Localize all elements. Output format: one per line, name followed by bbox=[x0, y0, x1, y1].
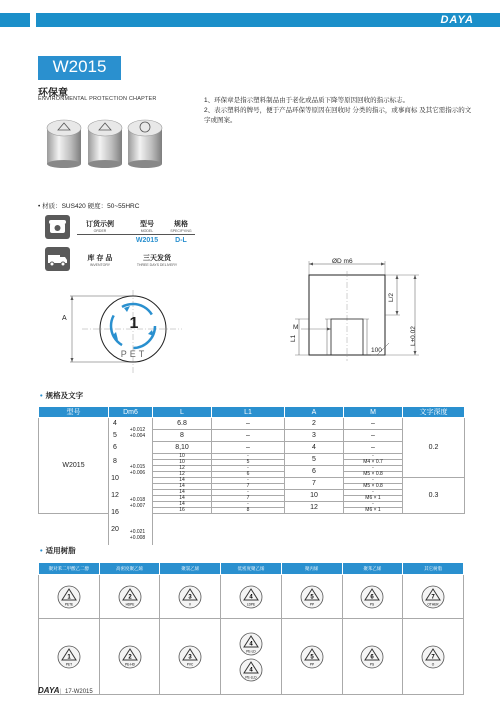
table-row: 10 5 M4 × 0.7 bbox=[39, 460, 465, 466]
recycle-symbol-icon bbox=[360, 645, 384, 669]
dim-ra-label: 100 bbox=[371, 347, 382, 354]
svg-text:6: 6 bbox=[370, 594, 375, 600]
spec-table-header bbox=[39, 407, 465, 418]
order-panel bbox=[45, 215, 195, 271]
svg-text:4: 4 bbox=[249, 594, 253, 600]
table-row: 14 7 M5 × 0.8 bbox=[39, 484, 465, 490]
recycle-symbol-icon bbox=[421, 645, 445, 669]
dm6-size: 8 bbox=[113, 458, 117, 465]
svg-text:PP: PP bbox=[309, 662, 314, 666]
table-row: 10 - 5 - bbox=[39, 454, 465, 460]
table-row: 14 7 M6 × 1 bbox=[39, 496, 465, 502]
svg-text:3: 3 bbox=[188, 594, 192, 600]
recycle-symbol-icon bbox=[239, 658, 263, 682]
resin-cell bbox=[39, 619, 100, 695]
symbol-text: PET bbox=[120, 349, 148, 359]
resin-cell bbox=[281, 619, 342, 695]
recycle-symbol-icon bbox=[57, 645, 81, 669]
svg-text:2: 2 bbox=[127, 654, 132, 660]
resin-header-ldpe: 低密度聚乙烯 bbox=[221, 563, 282, 575]
resin-cell bbox=[99, 619, 160, 695]
recycle-symbol-icon bbox=[421, 585, 445, 609]
dm6-column bbox=[108, 418, 153, 545]
svg-text:1: 1 bbox=[67, 654, 71, 660]
dm6-tolerance: +0.021 +0.008 bbox=[129, 529, 146, 541]
cell-l1: – bbox=[212, 418, 285, 430]
recycle-symbol-icon bbox=[57, 585, 81, 609]
svg-text:4: 4 bbox=[249, 667, 253, 673]
table-row bbox=[39, 619, 464, 695]
dm6-size: 20 bbox=[111, 526, 119, 533]
dm6-tolerance: +0.018 +0.007 bbox=[129, 497, 146, 509]
recycle-symbol-icon bbox=[239, 632, 263, 656]
cell-m: – bbox=[344, 442, 403, 454]
svg-text:OTHER: OTHER bbox=[427, 602, 439, 606]
svg-text:PS: PS bbox=[370, 662, 375, 666]
dim-a-label: A bbox=[62, 315, 67, 322]
svg-text:V: V bbox=[189, 602, 192, 606]
svg-text:PVC: PVC bbox=[186, 662, 194, 666]
svg-text:PETE: PETE bbox=[64, 602, 74, 606]
product-photo-2 bbox=[86, 118, 124, 168]
recycle-symbol-icon bbox=[118, 585, 142, 609]
spec-label: 规格 bbox=[174, 221, 188, 228]
recycle-symbol-icon bbox=[239, 585, 263, 609]
svg-text:1: 1 bbox=[67, 594, 71, 600]
recycle-symbol-icon bbox=[178, 645, 202, 669]
table-row bbox=[39, 418, 465, 430]
resin-header-ps: 聚苯乙烯 bbox=[342, 563, 403, 575]
dm6-tolerance: +0.012 +0.004 bbox=[129, 427, 146, 439]
dim-l2-label: L/2 bbox=[388, 292, 395, 302]
stock-label: 库 存 品 bbox=[87, 255, 113, 262]
title-en: ENVIRONMENTAL PROTECTION CHAPTER bbox=[38, 96, 157, 102]
dm6-size: 4 bbox=[113, 420, 117, 427]
resin-cell bbox=[99, 575, 160, 619]
cell-m: – bbox=[344, 418, 403, 430]
spec-section-title: • 规格及文字 bbox=[40, 390, 83, 401]
recycle-symbol-icon bbox=[300, 645, 324, 669]
svg-text:PET: PET bbox=[65, 662, 72, 666]
description-line-1: 1、环保章是指示塑料制品由于老化或品质下降等原因回收的指示标志。 bbox=[204, 97, 410, 104]
cell-a: 7 bbox=[285, 478, 344, 490]
svg-text:LDPE: LDPE bbox=[246, 602, 256, 606]
svg-text:5: 5 bbox=[309, 594, 314, 600]
header-m: M bbox=[344, 407, 403, 418]
footer: DAYA| 17-W2015 bbox=[38, 686, 93, 695]
resin-cell bbox=[281, 575, 342, 619]
header-model: 型号 bbox=[39, 407, 109, 418]
svg-text:PP: PP bbox=[309, 602, 314, 606]
recycle-symbol-icon bbox=[360, 585, 384, 609]
svg-text:2: 2 bbox=[127, 594, 132, 600]
header-l: L bbox=[153, 407, 212, 418]
resin-table bbox=[38, 562, 464, 695]
resin-header-pp: 聚丙烯 bbox=[281, 563, 342, 575]
dim-l-label: L±0.02 bbox=[410, 326, 417, 346]
cell-depth: 0.3 bbox=[403, 478, 465, 514]
table-row: 12 6 M5 × 0.8 bbox=[39, 472, 465, 478]
table-row: 14 - 10 - bbox=[39, 490, 465, 496]
delivery-sub: THREE DAYS DELIVERY bbox=[136, 263, 178, 267]
footer-logo: DAYA bbox=[38, 686, 60, 695]
cell-l1: – bbox=[212, 430, 285, 442]
header-bar bbox=[0, 13, 500, 27]
material-spec: • 材质：SUS420 硬度：50~55HRC bbox=[38, 203, 140, 210]
resin-header-hdpe: 高密度聚乙烯 bbox=[99, 563, 160, 575]
svg-text:5: 5 bbox=[309, 654, 314, 660]
dim-diameter-label: ØD m6 bbox=[332, 258, 353, 265]
dm6-size: 10 bbox=[111, 475, 119, 482]
dm6-size: 12 bbox=[111, 492, 119, 499]
model-value: W2015 bbox=[135, 237, 159, 244]
svg-text:PE-LLD: PE-LLD bbox=[245, 675, 257, 679]
resin-cell bbox=[160, 575, 221, 619]
description-line-2: 2、表示塑料的牌号，便于产品环保等原因在回收时 分类的指示，或事商标 及其它需指示的文字或图案。 bbox=[204, 107, 472, 124]
model-badge: W2015 bbox=[38, 56, 121, 78]
resin-cell bbox=[160, 619, 221, 695]
page-number: 17-W2015 bbox=[65, 689, 93, 695]
order-example-label: 订货示例 bbox=[86, 221, 114, 228]
model-label: 型号 bbox=[140, 221, 154, 228]
cell-a: 6 bbox=[285, 466, 344, 478]
spec-table bbox=[38, 406, 465, 514]
cell-a: 12 bbox=[285, 502, 344, 514]
table-row bbox=[39, 575, 464, 619]
product-photo-3 bbox=[126, 118, 164, 168]
resin-cell bbox=[403, 619, 464, 695]
resin-header-other: 其它树脂 bbox=[403, 563, 464, 575]
cell-a: 3 bbox=[285, 430, 344, 442]
svg-text:6: 6 bbox=[370, 654, 375, 660]
svg-text:7: 7 bbox=[431, 654, 435, 660]
dim-m-label: M bbox=[293, 324, 299, 331]
svg-text:PE-HD: PE-HD bbox=[124, 662, 135, 666]
spec-value: D-L bbox=[175, 237, 187, 244]
dm6-size: 6 bbox=[113, 444, 117, 451]
table-row: 12 - 6 - bbox=[39, 466, 465, 472]
svg-text:HDPE: HDPE bbox=[125, 602, 134, 606]
model-cell: W2015 bbox=[39, 418, 109, 514]
cell-depth: 0.2 bbox=[403, 418, 465, 478]
model-badge-underline bbox=[38, 78, 121, 80]
symbol-number: 1 bbox=[129, 315, 139, 332]
resin-table-header bbox=[39, 563, 464, 575]
cell-a: 10 bbox=[285, 490, 344, 502]
dm6-tolerance: +0.015 +0.006 bbox=[129, 464, 146, 476]
svg-text:4: 4 bbox=[249, 641, 253, 647]
description bbox=[204, 96, 474, 126]
dm6-size: 5 bbox=[113, 432, 117, 439]
delivery-label: 三天发货 bbox=[143, 255, 171, 262]
title-cn: 环保章 bbox=[38, 88, 68, 99]
dim-l1-label: L1 bbox=[290, 334, 297, 342]
svg-text:3: 3 bbox=[188, 654, 192, 660]
product-photo-1 bbox=[45, 118, 83, 168]
table-row: 14 - 12 - bbox=[39, 502, 465, 508]
spec-sub: SPECIFYING bbox=[170, 229, 192, 233]
order-example-sub: ORDER bbox=[93, 229, 107, 233]
table-row: 16 8 M6 × 1 bbox=[39, 508, 465, 514]
svg-text:7: 7 bbox=[431, 594, 435, 600]
resin-header-pet: 聚对苯二甲酸乙二醇 bbox=[39, 563, 100, 575]
header-depth: 文字深度 bbox=[403, 407, 465, 418]
header-logo: DAYA bbox=[440, 14, 474, 26]
recycle-symbol-icon bbox=[300, 585, 324, 609]
phone-icon bbox=[45, 215, 70, 239]
svg-text:PS: PS bbox=[370, 602, 375, 606]
resin-cell bbox=[221, 575, 282, 619]
svg-text:PE-LD: PE-LD bbox=[246, 649, 256, 653]
cell-l1: – bbox=[212, 442, 285, 454]
header-dm6: Dm6 bbox=[109, 407, 153, 418]
recycle-symbol-icon bbox=[118, 645, 142, 669]
cell-l: 8 bbox=[153, 430, 212, 442]
cell-a: 4 bbox=[285, 442, 344, 454]
cell-l: 8,10 bbox=[153, 442, 212, 454]
cell-a: 2 bbox=[285, 418, 344, 430]
stock-sub: INVENTORY bbox=[89, 263, 111, 267]
cell-m: – bbox=[344, 430, 403, 442]
cell-l: 6.8 bbox=[153, 418, 212, 430]
cell-a: 5 bbox=[285, 454, 344, 466]
recycle-symbol-icon bbox=[178, 585, 202, 609]
resin-cell bbox=[342, 619, 403, 695]
header-l1: L1 bbox=[212, 407, 285, 418]
header-a: A bbox=[285, 407, 344, 418]
resin-cell bbox=[403, 575, 464, 619]
svg-text:O: O bbox=[431, 662, 435, 666]
side-view-drawing bbox=[285, 255, 435, 365]
resin-cell bbox=[221, 619, 282, 695]
truck-icon bbox=[45, 247, 70, 271]
model-sub: MODEL bbox=[140, 229, 154, 233]
resin-section-title: • 适用树脂 bbox=[40, 545, 76, 556]
resin-cell bbox=[342, 575, 403, 619]
dm6-size: 16 bbox=[111, 509, 119, 516]
resin-header-pvc: 聚氯乙烯 bbox=[160, 563, 221, 575]
table-row: 14 - 7 - 0.3 bbox=[39, 478, 465, 484]
resin-cell bbox=[39, 575, 100, 619]
